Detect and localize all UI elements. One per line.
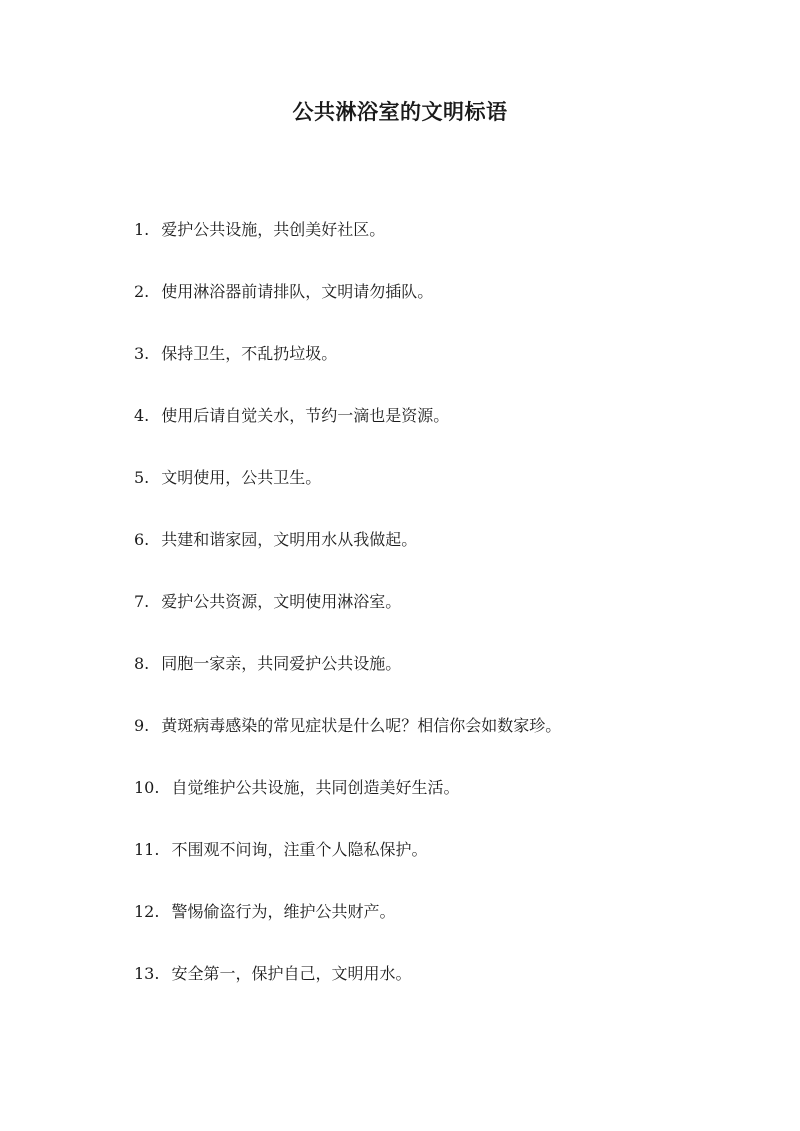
list-item-text: 安全第一，保护自己，文明用水。	[171, 964, 412, 983]
list-item-text: 自觉维护公共设施，共同创造美好生活。	[171, 778, 460, 797]
list-item-text: 使用淋浴器前请排队，文明请勿插队。	[161, 282, 434, 301]
list-item	[134, 400, 694, 462]
list-item	[134, 214, 694, 276]
list-item-text: 文明使用，公共卫生。	[161, 468, 322, 487]
list-item-number: 8.	[134, 654, 150, 673]
list-item-number: 2.	[134, 282, 150, 301]
list-item-text: 共建和谐家园，文明用水从我做起。	[161, 530, 418, 549]
list-item-number: 13.	[134, 964, 160, 983]
list-item	[134, 586, 694, 648]
list-item	[134, 710, 694, 772]
list-item	[134, 896, 694, 958]
list-item-number: 9.	[134, 716, 150, 735]
list-item-text: 同胞一家亲，共同爱护公共设施。	[161, 654, 402, 673]
list-item-number: 1.	[134, 220, 150, 239]
list-item	[134, 338, 694, 400]
list-item-number: 3.	[134, 344, 150, 363]
list-item-text: 不围观不问询，注重个人隐私保护。	[171, 840, 428, 859]
list-item	[134, 462, 694, 524]
list-item-text: 保持卫生，不乱扔垃圾。	[161, 344, 338, 363]
list-item-text: 警惕偷盗行为，维护公共财产。	[171, 902, 396, 921]
document-title: 公共淋浴室的文明标语	[292, 99, 508, 124]
list-item-number: 7.	[134, 592, 150, 611]
list-item-number: 11.	[134, 840, 160, 859]
list-item-text: 爱护公共设施，共创美好社区。	[161, 220, 386, 239]
list-item-number: 5.	[134, 468, 150, 487]
slogan-list	[134, 214, 694, 1020]
list-item	[134, 648, 694, 710]
list-item	[134, 276, 694, 338]
list-item-number: 6.	[134, 530, 150, 549]
list-item	[134, 524, 694, 586]
list-item	[134, 772, 694, 834]
list-item	[134, 834, 694, 896]
list-item-text: 使用后请自觉关水，节约一滴也是资源。	[161, 406, 450, 425]
list-item	[134, 958, 694, 1020]
list-item-text: 黄斑病毒感染的常见症状是什么呢？相信你会如数家珍。	[161, 716, 562, 735]
list-item-number: 4.	[134, 406, 150, 425]
list-item-number: 12.	[134, 902, 160, 921]
list-item-number: 10.	[134, 778, 160, 797]
list-item-text: 爱护公共资源，文明使用淋浴室。	[161, 592, 402, 611]
